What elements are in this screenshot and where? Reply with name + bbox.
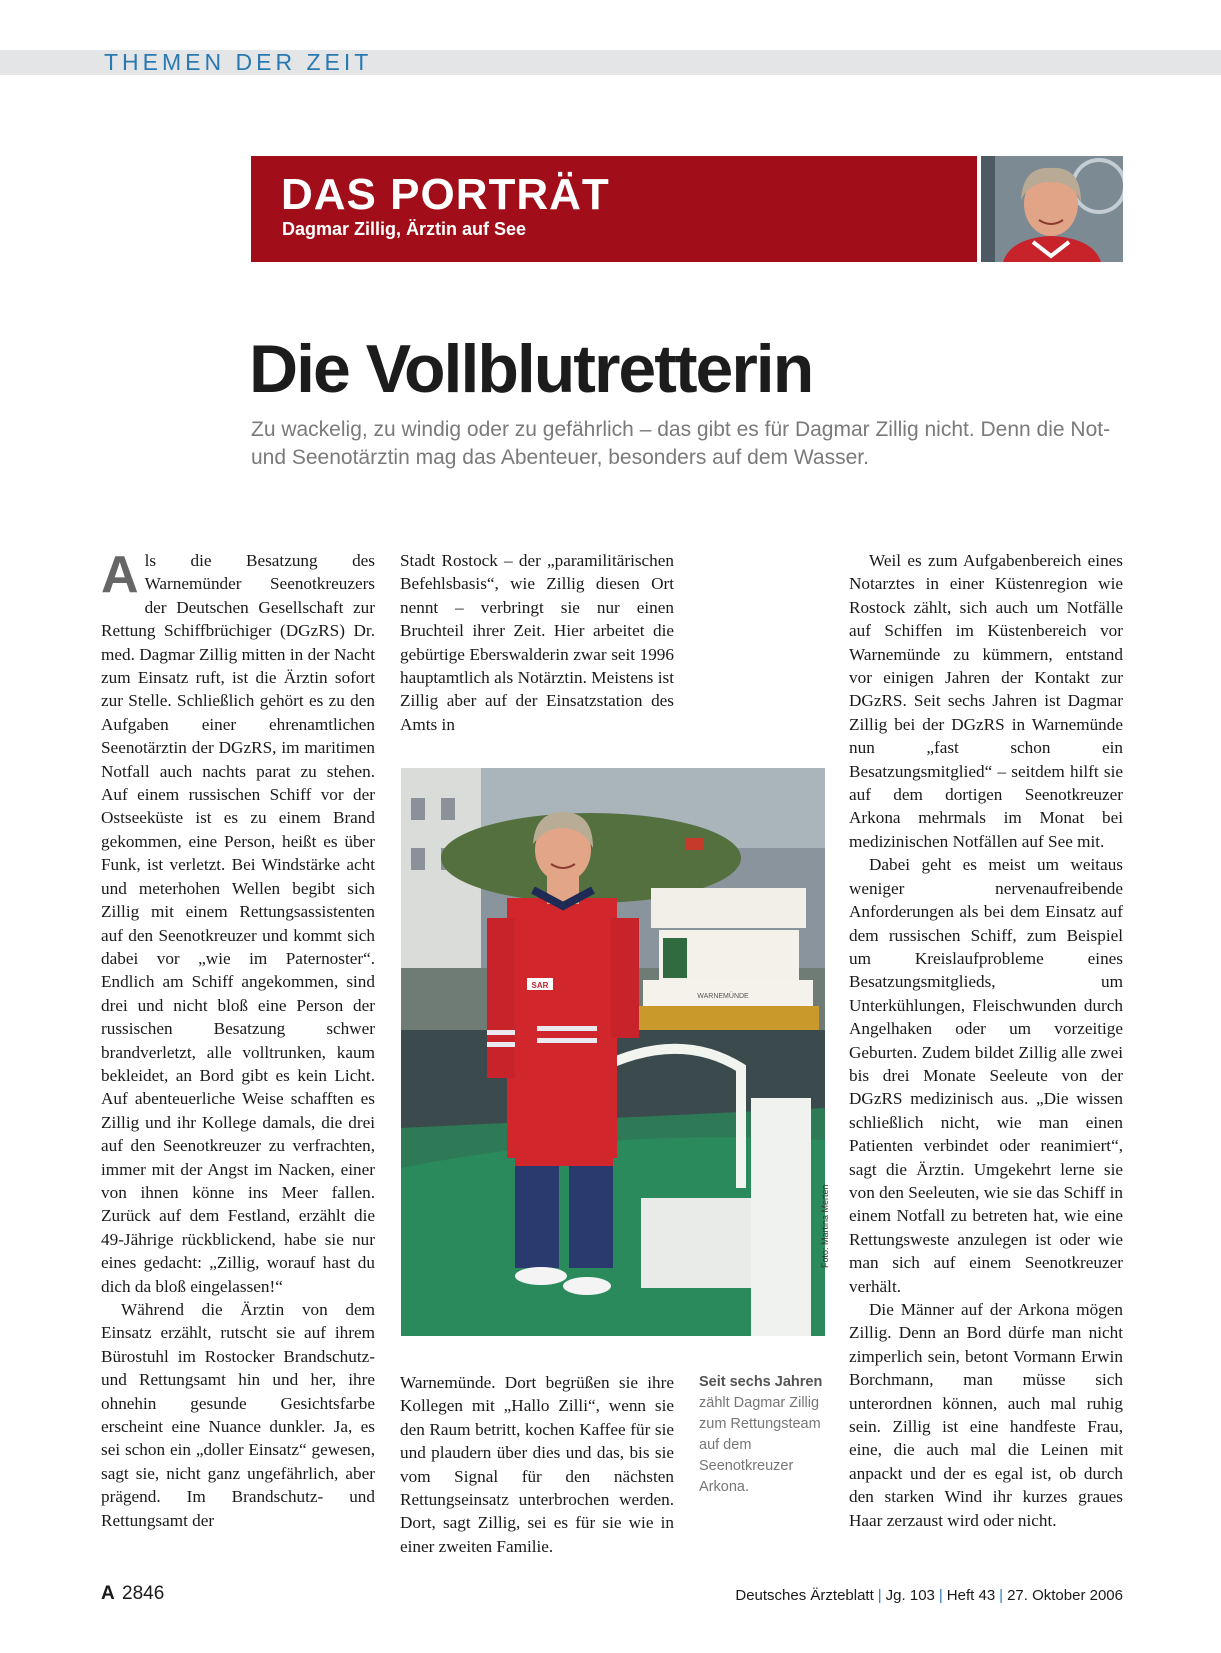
column-1	[101, 546, 375, 1532]
footer-separator: |	[999, 1587, 1004, 1604]
article-photo	[401, 768, 825, 1336]
paragraph-text: ls die Besatzung des Warnemünder Seenotkreuzers der Deutschen Gesellschaft zur Rettung Schiffbrüchiger (DGzRS) Dr. med. Dagmar Zillig mitten in der Nacht zum Einsatz ruft, ist die Ärztin sofort zur Stelle. Schließlich gehört es zu den Aufgaben einer ehrenamtlichen Seenotärztin der DGzRS, im maritimen Notfall auch nachts parat zu stehen. Auf einem russischen Schiff vor der Ostseeküste ist es zu einem Brand gekommen, eine Person, heißt es über Funk, ist verletzt. Bei Windstärke acht und meterhohen Wellen begibt sich Zillig mit einem Rettungsassistenten auf den Seenotkreuzer und kommt sich dabei vor „wie im Paternoster“. Endlich am Schiff angekommen, sind drei und nicht bloß eine Person der russischen Besatzung schwer brandverletzt, alle volltrunken, kaum bekleidet, an Bord gibt es kein Licht. Auf abenteuerliche Weise schafften es Zillig und ihr Kollege damals, die drei auf den Seenotkreuzer zu verfrachten, immer mit der Angst im Nacken, einer von ihnen könne ins Meer fallen. Zurück auf dem Festland, erzählt die 49-Jährige rückblickend, habe sie nur eines gedacht: „Zillig, worauf hast du dich da bloß eingelassen!“	[101, 551, 375, 1296]
page-number: 2846	[122, 1583, 165, 1604]
journal-volume: Jg. 103	[885, 1587, 935, 1604]
journal-name: Deutsches Ärzteblatt	[735, 1587, 874, 1604]
caption-lead: Seit sechs Jahren	[699, 1374, 823, 1390]
footer-separator: |	[938, 1587, 943, 1604]
section-label: THEMEN DER ZEIT	[104, 49, 373, 75]
drop-cap: A	[101, 546, 139, 604]
paragraph: Die Männer auf der Arkona mögen Zillig. Denn an Bord dürfe man nicht zimperlich sein, betont Vormann Erwin Borchmann, man müsse sich unterordnen können, auch mal ruhig sein. Zillig ist eine handfeste Frau, eine, die auch mal die Leinen mit anpackt und der es egal ist, ob durch den starken Wind ihr kurzes graues Haar zerzaust wird oder nicht.	[849, 1300, 1123, 1530]
column-3	[849, 549, 1123, 1532]
column-2-bottom	[400, 1371, 674, 1558]
paragraph: Dabei geht es meist um weitaus weniger nervenaufreibende Anforderungen als bei dem Einsatz auf dem russischen Schiff, zum Beispiel um Kreislaufprobleme eines Besatzungsmitglieds, um Unterkühlungen, Fleischwunden durch Angelhaken oder um vorzeitige Geburten. Zudem bildet Zillig alle zwei bis drei Monate Seeleute von der DGzRS medizinisch aus. „Die wissen schließlich nicht, wie man einen Patienten verbindet oder reanimiert“, sagt die Ärztin. Umgekehrt lerne sie von den Seeleuten, wie sie das Schiff in einem Notfall zu betreten hat, wie eine Rettungsweste anzulegen ist oder wie man sich auf einem Seenotkreuzer verhält.	[849, 855, 1123, 1296]
portrait-thumbnail	[981, 156, 1123, 262]
column-2-top	[400, 549, 674, 736]
paragraph	[101, 546, 375, 1298]
paragraph: Während die Ärztin von dem Einsatz erzählt, rutscht sie auf ihrem Bürostuhl im Rostocker Brandschutz- und Rettungsamt hin und her, ihre ohnehin gesunde Gesichtsfarbe erscheint eine Nuance dunkler. Ja, es sei schon ein „doller Einsatz“ gewesen, sagt sie, nicht ganz ungefährlich, aber prägend. Im Brandschutz- und Rettungsamt der	[101, 1300, 375, 1530]
page-folio	[101, 1583, 164, 1605]
paragraph: Weil es zum Aufgabenbereich eines Notarztes in einer Küstenregion wie Rostock zählt, sich auch um Notfälle auf Schiffen im Küstenbereich vor Warnemünde zu kümmern, entstand vor einigen Jahren der Kontakt zur DGzRS. Seit sechs Jahren ist Dagmar Zillig bei der DGzRS in Warnemünde nun „fast schon ein Besatzungsmitglied“ – seitdem hilft sie auf dem dortigen Seenotkreuzer Arkona mehrmals im Monat bei medizinischen Notfällen auf See mit.	[849, 551, 1123, 851]
journal-date: 27. Oktober 2006	[1007, 1587, 1123, 1604]
paragraph: Stadt Rostock – der „paramilitärischen Befehlsbasis“, wie Zillig diesen Ort nennt – verbringt sie nur einen Bruchteil ihrer Zeit. Hier arbeitet die gebürtige Eberswalderin zwar seit 1996 hauptamtlich als Notärztin. Meistens ist Zillig aber auf der Einsatzstation des Amts in	[400, 551, 674, 734]
portrait-thumbnail-image	[981, 156, 1123, 262]
banner-subtitle: Dagmar Zillig, Ärztin auf See	[282, 219, 527, 239]
journal-footer	[735, 1587, 1123, 1604]
page-prefix: A	[101, 1583, 115, 1604]
caption-text: zählt Dagmar Zillig zum Rettungsteam auf dem Seenotkreuzer Arkona.	[699, 1395, 821, 1495]
article-headline: Die Vollblutretterin	[249, 331, 813, 407]
journal-issue: Heft 43	[946, 1587, 996, 1604]
photo-credit: Foto: Martina Merten	[820, 1184, 830, 1268]
photo-zillig-on-ship	[401, 768, 825, 1336]
portrait-banner	[251, 156, 977, 262]
banner-title: DAS PORTRÄT	[281, 170, 610, 219]
article-deck: Zu wackelig, zu windig oder zu gefährlich – das gibt es für Dagmar Zillig nicht. Denn die Not- und Seenotärztin mag das Abenteuer, besonders auf dem Wasser.	[251, 418, 1111, 469]
jacket-text: SAR	[531, 981, 549, 990]
footer-separator: |	[877, 1587, 882, 1604]
ship-name: WARNEMÜNDE	[697, 993, 749, 1000]
photo-caption	[699, 1372, 829, 1498]
paragraph: Warnemünde. Dort begrüßen sie ihre Kollegen mit „Hallo Zilli“, wenn sie den Raum betritt, kochen Kaffee für sie und plaudern über dies und das, bis sie vom Signal für den nächsten Rettungseinsatz unterbrochen werden. Dort, sagt Zillig, sei es für sie wie in einer zweiten Familie.	[400, 1373, 674, 1556]
